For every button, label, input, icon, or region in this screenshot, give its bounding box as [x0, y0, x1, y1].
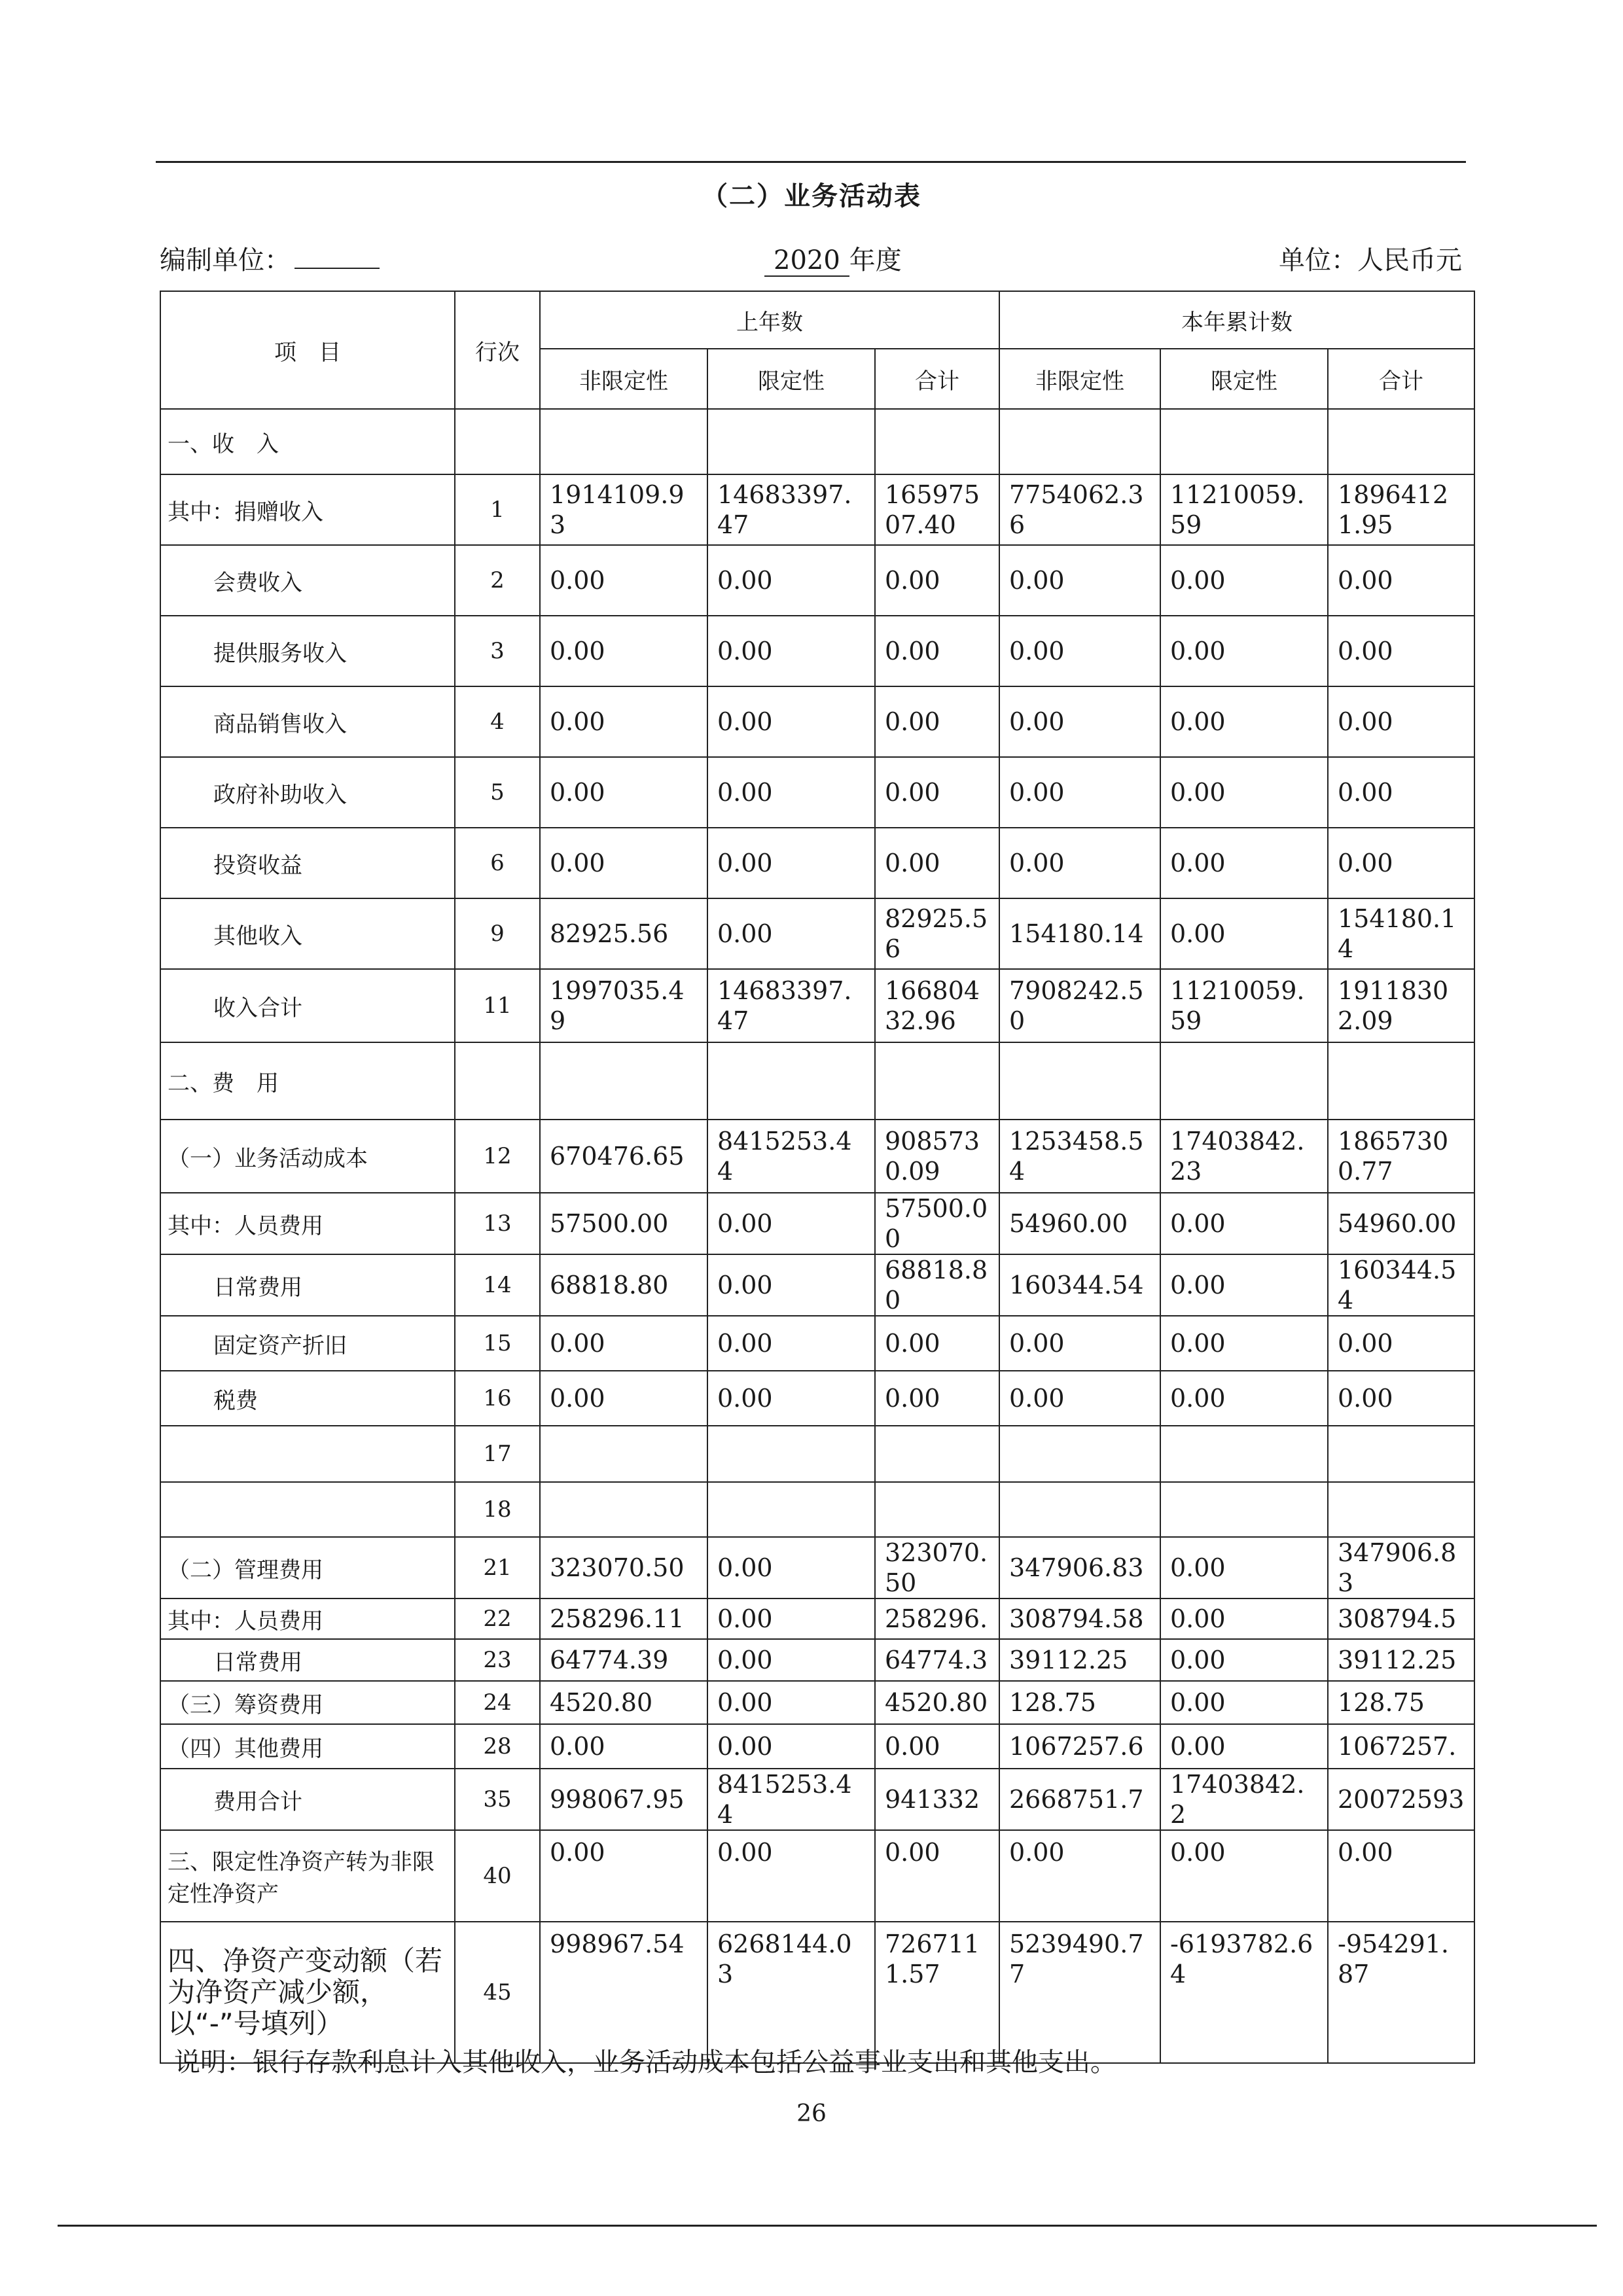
page-title: （二）业务活动表	[702, 181, 921, 211]
row-item-label: 一、收 入	[160, 409, 455, 474]
row-line-number: 4	[455, 686, 540, 757]
cell-prev-unrestricted	[540, 1482, 707, 1537]
cell-curr-total	[1328, 409, 1474, 474]
cell-curr-restricted: 0.00	[1160, 1639, 1328, 1681]
cell-curr-restricted: 0.00	[1160, 898, 1328, 969]
row-line-number: 15	[455, 1316, 540, 1371]
cell-curr-unrestricted	[999, 1042, 1160, 1120]
cell-prev-restricted: 0.00	[707, 616, 875, 686]
table-row	[160, 545, 1474, 616]
row-line-number: 9	[455, 898, 540, 969]
table-row	[160, 1316, 1474, 1371]
cell-curr-unrestricted	[999, 1426, 1160, 1482]
header-line: 行次	[455, 291, 540, 409]
row-item-label: （二）管理费用	[160, 1537, 455, 1598]
cell-prev-unrestricted: 0.00	[540, 545, 707, 616]
cell-curr-restricted	[1160, 1482, 1328, 1537]
cell-prev-total: 16680432.96	[875, 969, 999, 1042]
cell-curr-restricted	[1160, 1426, 1328, 1482]
report-year-suffix: 年度	[849, 245, 902, 275]
cell-curr-restricted: 0.00	[1160, 545, 1328, 616]
cell-prev-total: 68818.80	[875, 1254, 999, 1316]
cell-curr-unrestricted	[999, 1482, 1160, 1537]
table-row	[160, 409, 1474, 474]
row-item-label: 提供服务收入	[160, 616, 455, 686]
cell-prev-restricted	[707, 1042, 875, 1120]
cell-curr-unrestricted: 7754062.36	[999, 474, 1160, 545]
row-item-label	[160, 1482, 455, 1537]
cell-prev-total: 323070.50	[875, 1537, 999, 1598]
preparer-unit-blank	[294, 247, 380, 269]
row-line-number: 18	[455, 1482, 540, 1537]
cell-curr-unrestricted: 0.00	[999, 686, 1160, 757]
cell-curr-unrestricted: 160344.54	[999, 1254, 1160, 1316]
cell-curr-total: 0.00	[1328, 686, 1474, 757]
cell-prev-unrestricted: 68818.80	[540, 1254, 707, 1316]
header-prev-total: 合计	[875, 349, 999, 409]
cell-curr-total	[1328, 1042, 1474, 1120]
cell-prev-restricted: 0.00	[707, 757, 875, 828]
cell-prev-unrestricted: 0.00	[540, 1830, 707, 1922]
cell-curr-total: 0.00	[1328, 828, 1474, 898]
row-item-label: 投资收益	[160, 828, 455, 898]
cell-prev-unrestricted	[540, 1426, 707, 1482]
table-row	[160, 1537, 1474, 1598]
cell-prev-unrestricted: 82925.56	[540, 898, 707, 969]
cell-prev-total: 0.00	[875, 616, 999, 686]
row-item-label: 税费	[160, 1371, 455, 1426]
cell-curr-unrestricted: 1253458.54	[999, 1120, 1160, 1193]
table-row	[160, 1120, 1474, 1193]
cell-curr-unrestricted: 0.00	[999, 757, 1160, 828]
cell-prev-unrestricted: 4520.80	[540, 1681, 707, 1724]
cell-curr-restricted: 0.00	[1160, 686, 1328, 757]
row-item-label: （一）业务活动成本	[160, 1120, 455, 1193]
row-item-label: 日常费用	[160, 1254, 455, 1316]
cell-prev-unrestricted: 0.00	[540, 686, 707, 757]
report-year	[764, 239, 902, 277]
cell-curr-unrestricted: 0.00	[999, 545, 1160, 616]
cell-prev-restricted: 0.00	[707, 1681, 875, 1724]
cell-prev-unrestricted: 1914109.93	[540, 474, 707, 545]
header-curr-restricted: 限定性	[1160, 349, 1328, 409]
cell-prev-restricted: 0.00	[707, 828, 875, 898]
cell-prev-unrestricted: 0.00	[540, 757, 707, 828]
cell-curr-restricted: 0.00	[1160, 1724, 1328, 1769]
cell-curr-total: 19118302.09	[1328, 969, 1474, 1042]
row-item-label: （四）其他费用	[160, 1724, 455, 1769]
header-item: 项 目	[160, 291, 455, 409]
cell-curr-total: 0.00	[1328, 1371, 1474, 1426]
row-line-number: 16	[455, 1371, 540, 1426]
table-row	[160, 828, 1474, 898]
cell-curr-total	[1328, 1482, 1474, 1537]
row-item-label: 其中：捐赠收入	[160, 474, 455, 545]
cell-prev-restricted	[707, 1482, 875, 1537]
row-item-label: 其他收入	[160, 898, 455, 969]
cell-curr-total: 0.00	[1328, 757, 1474, 828]
cell-prev-total: 941332	[875, 1769, 999, 1830]
cell-prev-restricted: 8415253.44	[707, 1769, 875, 1830]
cell-prev-restricted: 6268144.03	[707, 1922, 875, 2063]
cell-curr-total: 0.00	[1328, 616, 1474, 686]
activity-statement-table	[160, 291, 1475, 2064]
cell-prev-restricted: 8415253.44	[707, 1120, 875, 1193]
row-item-label: （三）筹资费用	[160, 1681, 455, 1724]
table-row	[160, 1769, 1474, 1830]
cell-curr-total: 347906.83	[1328, 1537, 1474, 1598]
header-curr-year: 本年累计数	[999, 291, 1474, 349]
cell-curr-total: 20072593	[1328, 1769, 1474, 1830]
cell-curr-total: 308794.5	[1328, 1598, 1474, 1639]
cell-curr-unrestricted: 39112.25	[999, 1639, 1160, 1681]
cell-curr-unrestricted: 347906.83	[999, 1537, 1160, 1598]
row-line-number: 5	[455, 757, 540, 828]
table-row	[160, 1830, 1474, 1922]
cell-prev-unrestricted: 998967.54	[540, 1922, 707, 2063]
cell-prev-unrestricted: 0.00	[540, 828, 707, 898]
row-item-label: 其中：人员费用	[160, 1193, 455, 1254]
cell-curr-total	[1328, 1426, 1474, 1482]
cell-prev-restricted: 0.00	[707, 1254, 875, 1316]
cell-prev-restricted: 0.00	[707, 1598, 875, 1639]
cell-prev-total: 0.00	[875, 686, 999, 757]
row-line-number: 3	[455, 616, 540, 686]
cell-curr-unrestricted: 0.00	[999, 1830, 1160, 1922]
cell-curr-restricted: 0.00	[1160, 1537, 1328, 1598]
table-row	[160, 1426, 1474, 1482]
table-row	[160, 474, 1474, 545]
table-row	[160, 1724, 1474, 1769]
cell-curr-unrestricted: 0.00	[999, 616, 1160, 686]
cell-prev-restricted: 14683397.47	[707, 474, 875, 545]
cell-prev-total	[875, 1482, 999, 1537]
row-line-number: 14	[455, 1254, 540, 1316]
table-row	[160, 1639, 1474, 1681]
cell-prev-restricted: 14683397.47	[707, 969, 875, 1042]
cell-prev-restricted	[707, 1426, 875, 1482]
cell-curr-total: 18657300.77	[1328, 1120, 1474, 1193]
table-row	[160, 1681, 1474, 1724]
cell-curr-restricted: 17403842.2	[1160, 1769, 1328, 1830]
cell-prev-total: 0.00	[875, 1830, 999, 1922]
row-item-label: 二、费 用	[160, 1042, 455, 1120]
row-line-number: 35	[455, 1769, 540, 1830]
table-row	[160, 1371, 1474, 1426]
row-line-number: 22	[455, 1598, 540, 1639]
cell-prev-total: 64774.3	[875, 1639, 999, 1681]
cell-curr-restricted: 0.00	[1160, 1598, 1328, 1639]
header-curr-total: 合计	[1328, 349, 1474, 409]
cell-curr-unrestricted	[999, 409, 1160, 474]
row-item-label: 费用合计	[160, 1769, 455, 1830]
cell-prev-unrestricted: 670476.65	[540, 1120, 707, 1193]
cell-curr-total: 0.00	[1328, 1830, 1474, 1922]
row-item-label: 政府补助收入	[160, 757, 455, 828]
cell-prev-total: 0.00	[875, 545, 999, 616]
cell-curr-restricted: 0.00	[1160, 1316, 1328, 1371]
cell-prev-unrestricted: 323070.50	[540, 1537, 707, 1598]
table-row	[160, 1482, 1474, 1537]
cell-curr-total: 128.75	[1328, 1681, 1474, 1724]
cell-prev-unrestricted: 1997035.49	[540, 969, 707, 1042]
cell-prev-restricted: 0.00	[707, 1371, 875, 1426]
row-line-number: 1	[455, 474, 540, 545]
cell-prev-unrestricted: 0.00	[540, 1316, 707, 1371]
table-row	[160, 1598, 1474, 1639]
cell-prev-total: 57500.00	[875, 1193, 999, 1254]
cell-curr-unrestricted: 54960.00	[999, 1193, 1160, 1254]
cell-curr-unrestricted: 1067257.6	[999, 1724, 1160, 1769]
cell-curr-unrestricted: 308794.58	[999, 1598, 1160, 1639]
cell-prev-total: 0.00	[875, 1316, 999, 1371]
cell-curr-restricted: 11210059.59	[1160, 969, 1328, 1042]
cell-curr-restricted: 0.00	[1160, 1681, 1328, 1724]
header-prev-unrestricted: 非限定性	[540, 349, 707, 409]
cell-curr-total: 0.00	[1328, 1316, 1474, 1371]
cell-curr-total: 54960.00	[1328, 1193, 1474, 1254]
cell-curr-unrestricted: 2668751.7	[999, 1769, 1160, 1830]
cell-curr-restricted: 0.00	[1160, 1830, 1328, 1922]
cell-prev-total: 258296.	[875, 1598, 999, 1639]
preparer-unit	[160, 239, 380, 277]
cell-prev-total: 9085730.09	[875, 1120, 999, 1193]
row-line-number: 6	[455, 828, 540, 898]
cell-prev-total: 0.00	[875, 757, 999, 828]
cell-prev-total: 4520.80	[875, 1681, 999, 1724]
cell-prev-total: 0.00	[875, 1724, 999, 1769]
footnote: 说明：银行存款利息计入其他收入，业务活动成本包括公益事业支出和其他支出。	[174, 2047, 1116, 2077]
cell-curr-restricted: 17403842.23	[1160, 1120, 1328, 1193]
row-item-label: 三、限定性净资产转为非限定性净资产	[160, 1830, 455, 1922]
header-prev-restricted: 限定性	[707, 349, 875, 409]
table-row	[160, 616, 1474, 686]
cell-curr-restricted: 0.00	[1160, 1371, 1328, 1426]
cell-curr-restricted: 0.00	[1160, 1254, 1328, 1316]
table-row	[160, 1042, 1474, 1120]
cell-prev-unrestricted: 0.00	[540, 1724, 707, 1769]
table-row	[160, 686, 1474, 757]
cell-prev-restricted: 0.00	[707, 1639, 875, 1681]
cell-prev-restricted	[707, 409, 875, 474]
row-line-number: 40	[455, 1830, 540, 1922]
cell-prev-restricted: 0.00	[707, 898, 875, 969]
cell-prev-total	[875, 409, 999, 474]
currency-unit: 单位：人民币元	[1279, 245, 1462, 275]
report-year-value: 2020	[764, 245, 849, 277]
row-line-number: 23	[455, 1639, 540, 1681]
cell-curr-unrestricted: 154180.14	[999, 898, 1160, 969]
cell-prev-total: 0.00	[875, 1371, 999, 1426]
cell-prev-unrestricted: 57500.00	[540, 1193, 707, 1254]
cell-prev-unrestricted	[540, 409, 707, 474]
cell-curr-total: -954291.87	[1328, 1922, 1474, 2063]
table-row	[160, 969, 1474, 1042]
cell-prev-restricted: 0.00	[707, 1316, 875, 1371]
row-line-number	[455, 1042, 540, 1120]
row-line-number: 24	[455, 1681, 540, 1724]
cell-prev-total	[875, 1042, 999, 1120]
cell-curr-restricted: 0.00	[1160, 1193, 1328, 1254]
header-prev-year: 上年数	[540, 291, 999, 349]
cell-prev-restricted: 0.00	[707, 1830, 875, 1922]
cell-curr-restricted: 0.00	[1160, 616, 1328, 686]
cell-prev-total: 82925.56	[875, 898, 999, 969]
cell-curr-restricted: 0.00	[1160, 828, 1328, 898]
bottom-rule	[58, 2225, 1597, 2227]
row-item-label: 商品销售收入	[160, 686, 455, 757]
top-rule	[156, 161, 1466, 163]
table-row	[160, 898, 1474, 969]
row-item-label: 会费收入	[160, 545, 455, 616]
cell-prev-unrestricted: 998067.95	[540, 1769, 707, 1830]
table-row	[160, 757, 1474, 828]
cell-curr-unrestricted: 0.00	[999, 828, 1160, 898]
cell-prev-restricted: 0.00	[707, 1724, 875, 1769]
row-item-label: 收入合计	[160, 969, 455, 1042]
cell-prev-unrestricted	[540, 1042, 707, 1120]
cell-prev-restricted: 0.00	[707, 1193, 875, 1254]
row-line-number: 21	[455, 1537, 540, 1598]
row-line-number: 11	[455, 969, 540, 1042]
row-item-label: 其中：人员费用	[160, 1598, 455, 1639]
cell-prev-restricted: 0.00	[707, 686, 875, 757]
row-line-number: 28	[455, 1724, 540, 1769]
cell-curr-unrestricted: 5239490.77	[999, 1922, 1160, 2063]
cell-curr-total: 39112.25	[1328, 1639, 1474, 1681]
row-line-number: 45	[455, 1922, 540, 2063]
cell-prev-unrestricted: 0.00	[540, 616, 707, 686]
row-line-number: 12	[455, 1120, 540, 1193]
cell-curr-restricted: 11210059.59	[1160, 474, 1328, 545]
cell-curr-unrestricted: 7908242.50	[999, 969, 1160, 1042]
row-line-number: 17	[455, 1426, 540, 1482]
preparer-unit-label: 编制单位：	[160, 245, 291, 275]
cell-prev-restricted: 0.00	[707, 1537, 875, 1598]
row-item-label	[160, 1426, 455, 1482]
cell-curr-unrestricted: 128.75	[999, 1681, 1160, 1724]
cell-prev-unrestricted: 0.00	[540, 1371, 707, 1426]
cell-prev-restricted: 0.00	[707, 545, 875, 616]
cell-curr-unrestricted: 0.00	[999, 1316, 1160, 1371]
cell-prev-total: 16597507.40	[875, 474, 999, 545]
cell-curr-total: 154180.14	[1328, 898, 1474, 969]
cell-curr-restricted: 0.00	[1160, 757, 1328, 828]
table-row	[160, 1254, 1474, 1316]
cell-curr-restricted: -6193782.64	[1160, 1922, 1328, 2063]
cell-curr-restricted	[1160, 1042, 1328, 1120]
row-line-number: 13	[455, 1193, 540, 1254]
row-item-label: 日常费用	[160, 1639, 455, 1681]
cell-prev-total: 7267111.57	[875, 1922, 999, 2063]
header-curr-unrestricted: 非限定性	[999, 349, 1160, 409]
cell-prev-unrestricted: 258296.11	[540, 1598, 707, 1639]
table-row	[160, 1193, 1474, 1254]
row-line-number: 2	[455, 545, 540, 616]
cell-prev-total	[875, 1426, 999, 1482]
cell-prev-unrestricted: 64774.39	[540, 1639, 707, 1681]
cell-curr-restricted	[1160, 409, 1328, 474]
row-line-number	[455, 409, 540, 474]
row-item-label: 四、净资产变动额（若为净资产减少额，以“-”号填列）	[160, 1922, 455, 2063]
cell-curr-unrestricted: 0.00	[999, 1371, 1160, 1426]
cell-curr-total: 18964121.95	[1328, 474, 1474, 545]
row-item-label: 固定资产折旧	[160, 1316, 455, 1371]
cell-curr-total: 160344.54	[1328, 1254, 1474, 1316]
cell-curr-total: 0.00	[1328, 545, 1474, 616]
page-number: 26	[796, 2100, 827, 2127]
cell-prev-total: 0.00	[875, 828, 999, 898]
cell-curr-total: 1067257.	[1328, 1724, 1474, 1769]
